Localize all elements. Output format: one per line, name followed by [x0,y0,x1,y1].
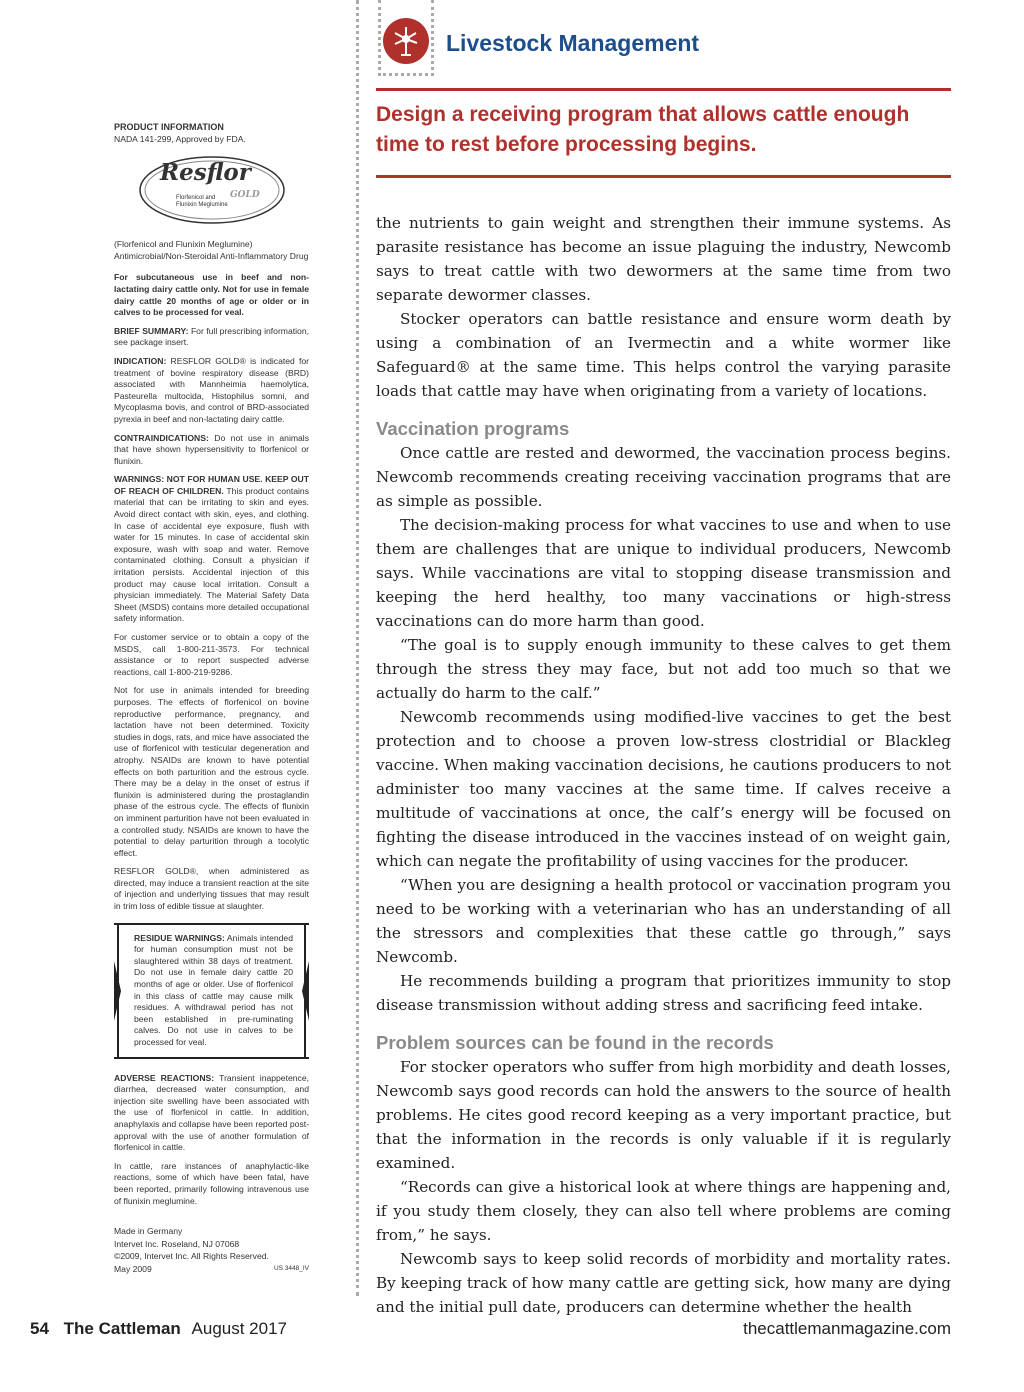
drug-class: Antimicrobial/Non-Steroidal Anti-Inflammatory Drug [114,250,309,261]
drug-name: (Florfenicol and Flunixin Meglumine) [114,239,253,250]
paragraph: Once cattle are rested and dewormed, the vaccination process begins. Newcomb recommends creating receiving vaccination programs that are as simple as possible. [376,444,951,510]
manufacturer-imprint [114,1225,309,1275]
logo-brand: Resflor [160,159,251,187]
paragraph: He recommends building a program that prioritizes immunity to stop disease transmission without adding stress and sacrificing feed intake. [376,972,951,1014]
contraindications-text: Do not use in animals that have shown hypersensitivity to florfenicol or flunixin. [114,432,310,466]
anaphylactic-notice: In cattle, rare instances of anaphylactic-like reactions, some of which have been fatal, have been reported, primarily following intravenous use of flunixin meglumine. [114,1160,309,1206]
contraindications-label: CONTRAINDICATIONS: [114,432,209,443]
brief-summary-label: BRIEF SUMMARY: [114,325,189,336]
paragraph: “Records can give a historical look at where things are happening and, if you study them closely, they can also tell where problems are coming from,” he says. [376,1178,951,1244]
copyright: ©2009, Intervet Inc. All Rights Reserved. [114,1251,269,1262]
website: thecattlemanmagazine.com [743,1319,951,1338]
magazine-name: The Cattleman [63,1319,181,1338]
label-date: May 2009 [114,1263,152,1274]
subhead-records: Problem sources can be found in the records [376,1032,774,1053]
paragraph: Stocker operators can battle resistance and ensure worm death by using a combination of an Ivermectin and a white wormer like Safeguard® at the same time. This helps control the varying parasite loads that cattle may have when originating from a variety of locations. [376,310,951,400]
headline-rule-top [376,88,951,91]
logo-gold: GOLD [230,190,260,201]
issue-date: August 2017 [191,1319,287,1338]
product-info-title: PRODUCT INFORMATION [114,122,224,132]
paragraph: Newcomb recommends using modified-live vaccines to get the best protection and to choose a proven low-stress clostridial or Blackleg vaccine. When making vaccination decisions, he cautions producers to not administer too many vaccines at the same time. If calves receive a multitude of vaccinations at once, the calf’s energy will be focused on fighting the disease introduced in the vaccines instead of on weight gain, which can negate the profitability of using vaccines for the producer. [376,708,951,870]
product-code: US 3448_IV [273,1264,309,1272]
use-statement: For subcutaneous use in beef and non-lactating dairy cattle only. Not for use in female dairy cattle 20 months of age or older or in calves to be processed for veal. [114,272,309,318]
warnings-text: This product contains material that can be irritating to skin and eyes. Avoid direct contact with skin, eyes, and clothing. In case of accidental eye exposure, flush with water for 15 minutes. In case of accidental skin exposure, wash with soap and water. Remove contaminated clothing. Consult a physician if irritation persists. Accidental injection of this product may cause local irritation. Consult a physician immediately. The Material Safety Data Sheet (MSDS) contains more detailed occupational safety information. [114,485,310,624]
brief-summary-text: For full prescribing information, see package insert. [114,325,309,348]
indication-text: RESFLOR GOLD® is indicated for treatment of bovine respiratory disease (BRD) associated with Mannheimia haemolytica, Pasteurella multocida, Histophilus somni, and Mycoplasma bovis, and control of BRD-associated pyrexia in beef and non-lactating dairy cattle. [114,355,310,424]
breeding-notice: Not for use in animals intended for breeding purposes. The effects of florfenicol on bovine reproductive performance, pregnancy, and lactation have not been determined. Toxicity studies in dogs, rats, and mice have associated the use of florfenicol with testicular degeneration and atrophy. NSAIDs are known to have potential effects on both parturition and the estrous cycle. There may be a delay in the onset of estrus if flunixin is administered during the prostaglandin phase of the estrous cycle. The effects of flunixin on imminent parturition have not been evaluated in a controlled study. NSAIDs are known to have the potential to delay parturition through a tocolytic effect. [114,685,309,858]
article-body [376,211,951,1319]
windmill-icon [383,18,429,64]
resflor-gold-logo [138,155,286,225]
residue-warnings-text: Animals intended for human consumption must not be slaughtered within 38 days of treatment. Do not use in female dairy cattle 20 months of age or older. Use of florfenicol in this class of cattle may cause milk residues. A withdrawal period has not been established in pre-ruminating calves. Do not use in calves to be processed for veal. [134,932,293,1047]
logo-sub-line-1: Florfenicol and [176,195,216,202]
subhead-vaccination: Vaccination programs [376,418,570,439]
headline-rule-bottom [376,175,951,178]
injection-site-notice: RESFLOR GOLD®, when administered as directed, may induce a transient reaction at the site of injection and underlying tissues that may result in trim loss of edible tissue at slaughter. [114,866,309,912]
article-headline: Design a receiving program that allows cattle enough time to rest before processing begins. [376,103,910,156]
section-title: Livestock Management [446,30,700,56]
logo-sub-line-2: Flunixin Meglumine [176,202,228,209]
made-in: Made in Germany [114,1226,183,1237]
paragraph: the nutrients to gain weight and strengthen their immune systems. As parasite resistance has become an issue plaguing the industry, Newcomb says to treat cattle with two dewormers at the same time from two separate dewormer classes. [376,214,951,304]
residue-warnings-box [114,923,309,1059]
indication-label: INDICATION: [114,355,167,366]
nada-approval: NADA 141-299, Approved by FDA. [114,133,246,144]
adverse-reactions-text: Transient inappetence, diarrhea, decreased water consumption, and injection site swelling have been associated with the use of florfenicol in cattle. In addition, anaphylaxis and collapse have been reported post-approval with the use of another formulation of florfenicol in cattle. [114,1072,309,1153]
paragraph: “The goal is to supply enough immunity to these calves to get them through the stress they may face, but not add too much so that we actually do harm to the calf.” [376,636,951,702]
residue-warnings-label: RESIDUE WARNINGS: [134,932,225,943]
manufacturer-address: Intervet Inc. Roseland, NJ 07068 [114,1238,240,1249]
warnings-label: WARNINGS: NOT FOR HUMAN USE. KEEP OUT OF REACH OF CHILDREN. [114,474,309,496]
paragraph: “When you are designing a health protocol or vaccination program you need to be working with a veterinarian who has an understanding of all the stressors and complexities that these cattle go through,” says Newcomb. [376,876,951,966]
paragraph: The decision-making process for what vaccines to use and when to use them are challenges that are unique to individual producers, Newcomb says. While vaccinations are vital to stopping disease transmission and keeping the herd healthy, too many vaccinations or high-stress vaccinations can do more harm than good. [376,516,951,630]
paragraph: Newcomb says to keep solid records of morbidity and mortality rates. By keeping track of how many cattle are getting sick, how many are dying and the initial pull date, producers can determine whether the health [376,1250,951,1316]
page-footer [30,1319,951,1343]
customer-service: For customer service or to obtain a copy of the MSDS, call 1-800-211-3573. For technical assistance or to report suspected adverse reactions, call 1-800-219-9286. [114,632,309,677]
adverse-reactions-label: ADVERSE REACTIONS: [114,1072,215,1083]
paragraph: For stocker operators who suffer from high morbidity and death losses, Newcomb says good records can hold the answers to the source of health problems. He cites good record keeping as a very important practice, but that the information in the records is only valuable if it is regularly examined. [376,1058,952,1172]
column-divider [356,0,359,1296]
product-information-sidebar [114,122,309,1275]
page-number: 54 [30,1319,49,1338]
